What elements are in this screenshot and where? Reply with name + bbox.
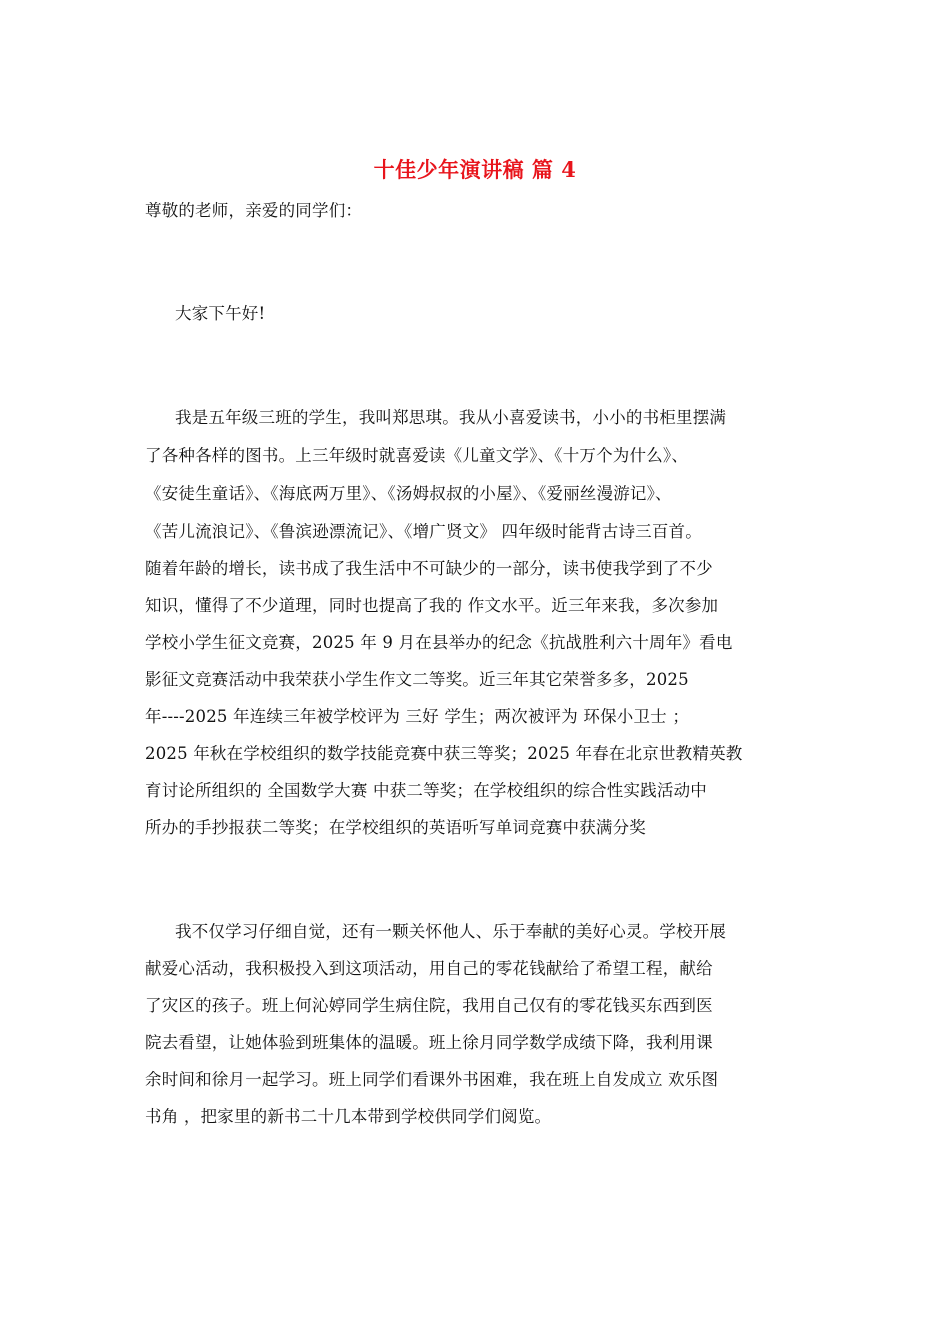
page-title: 十佳少年演讲稿 篇 4 bbox=[373, 157, 577, 182]
paragraph-line: 所办的手抄报获二等奖；在学校组织的英语听写单词竞赛中获满分奖 bbox=[145, 818, 646, 837]
paragraph-line: 育讨论所组织的 全国数学大赛 中获二等奖；在学校组织的综合性实践活动中 bbox=[145, 781, 707, 800]
paragraph-line: 知识，懂得了不少道理，同时也提高了我的 作文水平。近三年来我，多次参加 bbox=[145, 596, 719, 615]
paragraph-line: 我是五年级三班的学生，我叫郑思琪。我从小喜爱读书，小小的书柜里摆满 bbox=[175, 408, 727, 427]
paragraph-line: 我不仅学习仔细自觉，还有一颗关怀他人、乐于奉献的美好心灵。学校开展 bbox=[175, 922, 727, 941]
paragraph-line: 《苦儿流浪记》、《鲁滨逊漂流记》、《增广贤文》 四年级时能背古诗三百首。 bbox=[145, 522, 702, 541]
paragraph-line: 影征文竞赛活动中我荣获小学生作文二等奖。近三年其它荣誉多多，2025 bbox=[145, 670, 689, 689]
paragraph-line: 书角 ，把家里的新书二十几本带到学校供同学们阅览。 bbox=[145, 1107, 552, 1126]
paragraph-line: 随着年龄的增长，读书成了我生活中不可缺少的一部分，读书使我学到了不少 bbox=[145, 559, 713, 578]
paragraph-line: 年----2025 年连续三年被学校评为 三好 学生；两次被评为 环保小卫士 ； bbox=[145, 707, 690, 726]
paragraph-line: 院去看望，让她体验到班集体的温暖。班上徐月同学数学成绩下降，我利用课 bbox=[145, 1033, 713, 1052]
paragraph-line: 2025 年秋在学校组织的数学技能竞赛中获三等奖；2025 年春在北京世教精英教 bbox=[145, 744, 743, 763]
paragraph-line: 余时间和徐月一起学习。班上同学们看课外书困难，我在班上自发成立 欢乐图 bbox=[145, 1070, 719, 1089]
paragraph-line: 了各种各样的图书。上三年级时就喜爱读《儿童文学》、《十万个为什么》、 bbox=[145, 446, 689, 465]
paragraph-line: 献爱心活动，我积极投入到这项活动，用自己的零花钱献给了希望工程，献给 bbox=[145, 959, 713, 978]
greeting: 大家下午好! bbox=[175, 304, 266, 323]
salutation: 尊敬的老师，亲爱的同学们： bbox=[145, 201, 363, 220]
paragraph-line: 了灾区的孩子。班上何沁婷同学生病住院，我用自己仅有的零花钱买东西到医 bbox=[145, 996, 713, 1015]
paragraph-line: 《安徒生童话》、《海底两万里》、《汤姆叔叔的小屋》、《爱丽丝漫游记》、 bbox=[145, 484, 672, 503]
paragraph-line: 学校小学生征文竞赛，2025 年 9 月在县举办的纪念《抗战胜利六十周年》看电 bbox=[145, 633, 733, 652]
